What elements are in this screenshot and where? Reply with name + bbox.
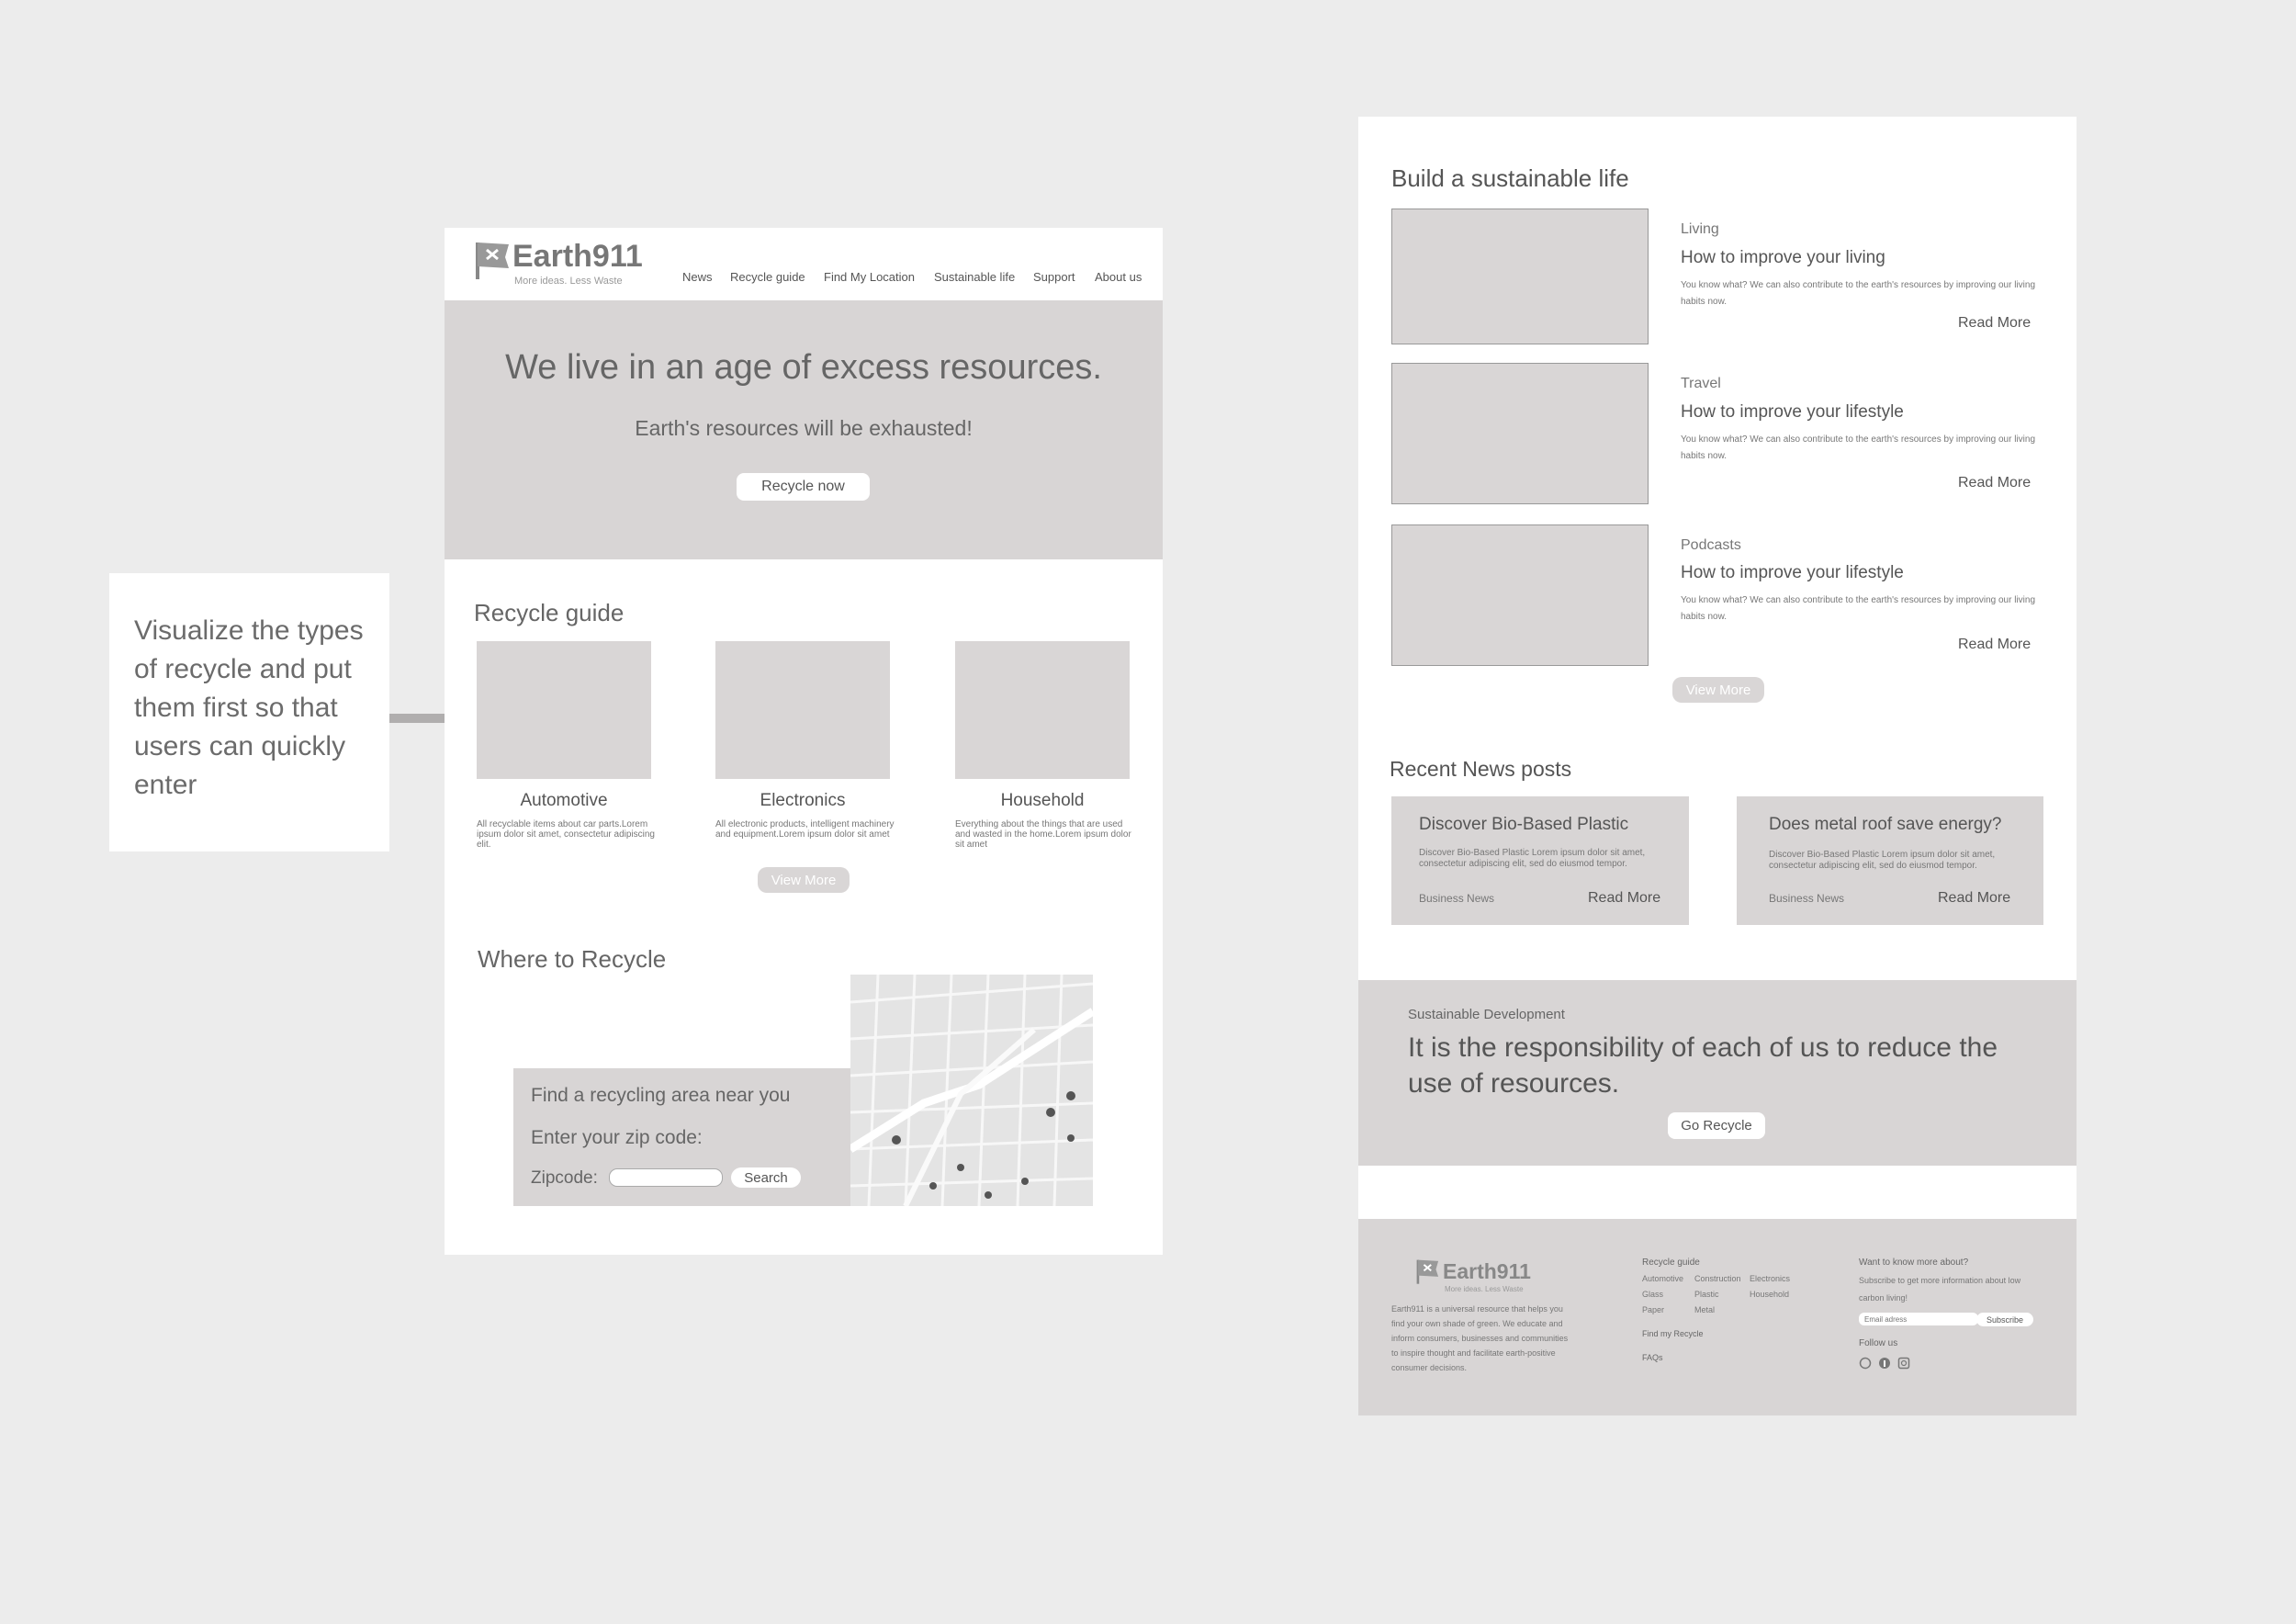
podcasts-desc: You know what? We can also contribute to the earth's resources by improving our living habits now.: [1681, 595, 2036, 622]
electronics-image[interactable]: [715, 641, 890, 779]
sustainable-view-more-button[interactable]: View More: [1672, 677, 1764, 703]
hero-banner: [445, 300, 1163, 559]
footer-link-construction[interactable]: Construction: [1694, 1274, 1741, 1283]
footer: [1358, 1219, 2077, 1415]
go-recycle-button[interactable]: Go Recycle: [1668, 1112, 1765, 1139]
annotation-note: [109, 573, 389, 851]
recycle-guide-title: Recycle guide: [474, 599, 625, 626]
news-card-2[interactable]: [1737, 796, 2043, 925]
automotive-image[interactable]: [477, 641, 651, 779]
nav-support[interactable]: Support: [1033, 270, 1075, 284]
nav-recycle-guide[interactable]: Recycle guide: [730, 270, 805, 284]
travel-category: Travel: [1681, 376, 1721, 391]
recent-news-title: Recent News posts: [1390, 757, 1572, 781]
recycle-now-button[interactable]: Recycle now: [737, 473, 870, 501]
brand-name: Earth911: [512, 239, 643, 274]
news-2-read-more-link[interactable]: Read More: [1938, 890, 2011, 906]
sustainable-title: Build a sustainable life: [1391, 164, 1629, 192]
nav-sustainable-life[interactable]: Sustainable life: [934, 270, 1016, 284]
sustainable-page-wireframe: [1358, 117, 2077, 1415]
news-1-title[interactable]: Discover Bio-Based Plastic: [1419, 815, 1629, 834]
podcasts-read-more-link[interactable]: Read More: [1958, 637, 2032, 652]
hero-subtitle: Earth's resources will be exhausted!: [635, 416, 973, 440]
cta-text: It is the responsibility of each of us to reduce the use of resources.: [1408, 1032, 1998, 1099]
travel-read-more-link[interactable]: Read More: [1958, 475, 2032, 491]
podcasts-image[interactable]: [1391, 524, 1649, 666]
cta-kicker: Sustainable Development: [1408, 1007, 1565, 1022]
footer-logo-icon: [1415, 1257, 1441, 1285]
living-category: Living: [1681, 221, 1719, 237]
household-image[interactable]: [955, 641, 1130, 779]
twitter-icon[interactable]: [1859, 1357, 1872, 1370]
household-desc: Everything about the things that are used and wasted in the home.Lorem ipsum dolor sit amet: [955, 819, 1131, 850]
zipcode-input[interactable]: [609, 1168, 723, 1187]
zipcode-label: Zipcode:: [531, 1168, 598, 1188]
news-card-1[interactable]: [1391, 796, 1689, 925]
guide-view-more-button[interactable]: View More: [758, 867, 850, 893]
electronics-desc: All electronic products, intelligent machinery and equipment.Lorem ipsum dolor sit amet: [715, 819, 895, 840]
homepage-wireframe: [445, 228, 1163, 1255]
electronics-label[interactable]: Electronics: [760, 791, 846, 810]
hero-title: We live in an age of excess resources.: [505, 348, 1102, 387]
automotive-desc: All recyclable items about car parts.Lorem ipsum dolor sit amet, consectetur adipiscing elit.: [477, 819, 655, 850]
subscribe-button[interactable]: Subscribe: [1976, 1313, 2033, 1326]
news-2-title[interactable]: Does metal roof save energy?: [1769, 815, 2002, 834]
nav-find-my-location[interactable]: Find My Location: [824, 270, 915, 284]
footer-link-paper[interactable]: Paper: [1642, 1305, 1665, 1314]
brand-tagline: More ideas. Less Waste: [514, 276, 623, 287]
news-1-desc: Discover Bio-Based Plastic Lorem ipsum dolor sit amet, consectetur adipiscing elit, sed do eiusmod tempor.: [1419, 848, 1646, 869]
travel-desc: You know what? We can also contribute to the earth's resources by improving our living habits now.: [1681, 434, 2036, 461]
travel-title[interactable]: How to improve your lifestyle: [1681, 402, 1904, 422]
footer-link-glass[interactable]: Glass: [1642, 1290, 1664, 1299]
newsletter-desc: Subscribe to get more information about low carbon living!: [1859, 1276, 2021, 1303]
living-title[interactable]: How to improve your living: [1681, 248, 1885, 267]
automotive-label[interactable]: Automotive: [520, 791, 608, 810]
email-input[interactable]: [1859, 1313, 1978, 1325]
cta-banner: [1358, 980, 2077, 1166]
footer-link-plastic[interactable]: Plastic: [1694, 1290, 1719, 1299]
footer-brand: Earth911: [1443, 1259, 1531, 1283]
podcasts-category: Podcasts: [1681, 537, 1741, 553]
footer-link-household[interactable]: Household: [1750, 1290, 1790, 1299]
living-desc: You know what? We can also contribute to the earth's resources by improving our living habits now.: [1681, 280, 2036, 307]
footer-tagline: More ideas. Less Waste: [1445, 1285, 1524, 1293]
logo-icon: [474, 239, 512, 281]
newsletter-title: Want to know more about?: [1859, 1257, 1969, 1268]
podcasts-title[interactable]: How to improve your lifestyle: [1681, 563, 1904, 582]
news-2-desc: Discover Bio-Based Plastic Lorem ipsum dolor sit amet, consectetur adipiscing elit, sed do eiusmod tempor.: [1769, 850, 1996, 871]
news-1-read-more-link[interactable]: Read More: [1588, 890, 1661, 906]
footer-about: Earth911 is a universal resource that helps you find your own shade of green. We educate and inform consumers, businesses and communities to inspire thought and facilitate earth-positive consumer decisions.: [1391, 1304, 1569, 1372]
footer-link-automotive[interactable]: Automotive: [1642, 1274, 1684, 1283]
footer-link-metal[interactable]: Metal: [1694, 1305, 1716, 1314]
footer-link-electronics[interactable]: Electronics: [1750, 1274, 1791, 1283]
zip-prompt: Enter your zip code:: [531, 1127, 703, 1148]
living-read-more-link[interactable]: Read More: [1958, 315, 2032, 331]
travel-image[interactable]: [1391, 363, 1649, 504]
household-label[interactable]: Household: [1000, 791, 1085, 810]
facebook-icon[interactable]: [1878, 1357, 1891, 1370]
nav-news[interactable]: News: [682, 270, 713, 284]
map-image[interactable]: [850, 975, 1093, 1206]
zip-search-box: [513, 1068, 850, 1206]
find-recycling-title: Find a recycling area near you: [531, 1085, 791, 1106]
follow-us-label: Follow us: [1859, 1338, 1898, 1348]
footer-link-find[interactable]: Find my Recycle: [1642, 1329, 1704, 1338]
living-image[interactable]: [1391, 209, 1649, 344]
annotation-text: Visualize the types of recycle and put them first so that users can quickly enter: [134, 615, 364, 800]
footer-guide-title: Recycle guide: [1642, 1257, 1700, 1268]
where-to-recycle-title: Where to Recycle: [478, 945, 667, 973]
footer-link-faqs[interactable]: FAQs: [1642, 1353, 1663, 1362]
nav-about-us[interactable]: About us: [1095, 270, 1142, 284]
search-button[interactable]: Search: [731, 1167, 801, 1188]
news-2-tag: Business News: [1769, 892, 1845, 905]
instagram-icon[interactable]: [1897, 1357, 1910, 1370]
news-1-tag: Business News: [1419, 892, 1495, 905]
